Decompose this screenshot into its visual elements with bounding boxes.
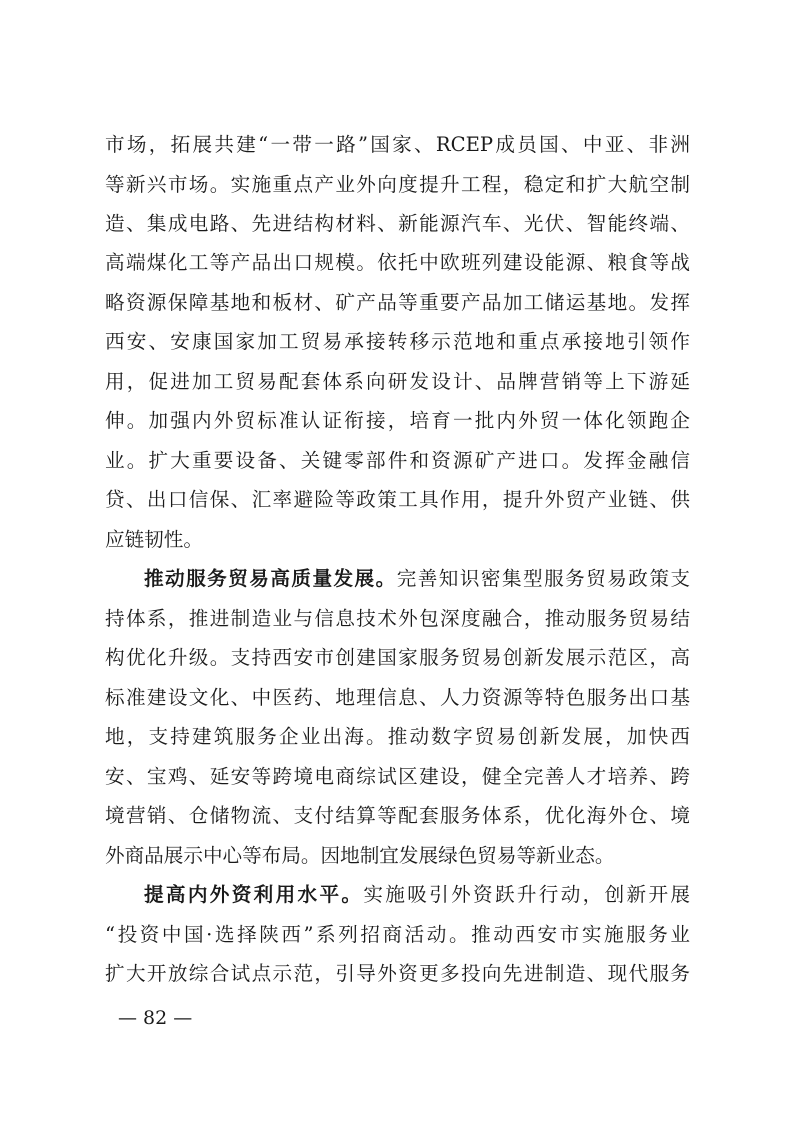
page-number: — 82 — xyxy=(118,1007,193,1029)
body-text-line: 外商品展示中心等布局。因地制宜发展绿色贸易等新业态。 xyxy=(105,844,615,867)
section-heading: 提高内外资利用水平。 xyxy=(144,883,364,906)
paragraph-first-line xyxy=(144,563,690,595)
body-text-line: 扩大开放综合试点示范，引导外资更多投向先进制造、现代服务 xyxy=(105,962,690,985)
body-text-line: 贷、出口信保、汇率避险等政策工具作用，提升外贸产业链、供 xyxy=(105,488,690,511)
body-text-line: 持体系，推进制造业与信息技术外包深度融合，推动服务贸易结 xyxy=(105,607,690,630)
body-text-span: 完善知识密集型服务贸易政策支 xyxy=(396,567,690,590)
body-text-line: 构优化升级。支持西安市创建国家服务贸易创新发展示范区，高 xyxy=(105,646,690,669)
body-text-line: 地，支持建筑服务企业出海。推动数字贸易创新发展，加快西 xyxy=(105,725,690,748)
body-text-line: 等新兴市场。实施重点产业外向度提升工程，稳定和扩大航空制 xyxy=(105,173,690,196)
body-text-line: 西安、安康国家加工贸易承接转移示范地和重点承接地引领作 xyxy=(105,330,690,353)
body-text-line: 标准建设文化、中医药、地理信息、人力资源等特色服务出口基 xyxy=(105,686,690,709)
body-text-line: 境营销、仓储物流、支付结算等配套服务体系，优化海外仓、境 xyxy=(105,804,690,827)
body-text-line: 安、宝鸡、延安等跨境电商综试区建设，健全完善人才培养、跨 xyxy=(105,765,690,788)
body-text-line: 造、集成电路、先进结构材料、新能源汽车、光伏、智能终端、 xyxy=(105,212,690,235)
section-heading: 推动服务贸易高质量发展。 xyxy=(144,567,397,590)
body-text-line: 市场，拓展共建“一带一路”国家、RCEP成员国、中亚、非洲 xyxy=(105,133,690,156)
body-text-line: 伸。加强内外贸标准认证衔接，培育一批内外贸一体化领跑企 xyxy=(105,409,690,432)
paragraph-first-line xyxy=(144,879,690,911)
body-text-line: “投资中国·选择陕西”系列招商活动。推动西安市实施服务业 xyxy=(105,923,690,946)
body-text-line: 高端煤化工等产品出口规模。依托中欧班列建设能源、粮食等战 xyxy=(105,251,690,274)
body-text-line: 略资源保障基地和板材、矿产品等重要产品加工储运基地。发挥 xyxy=(105,291,690,314)
body-text-line: 用，促进加工贸易配套体系向研发设计、品牌营销等上下游延 xyxy=(105,370,690,393)
body-text-line: 业。扩大重要设备、关键零部件和资源矿产进口。发挥金融信 xyxy=(105,449,690,472)
body-text-line: 应链韧性。 xyxy=(105,528,203,551)
body-text-span: 实施吸引外资跃升行动，创新开展 xyxy=(363,883,690,906)
